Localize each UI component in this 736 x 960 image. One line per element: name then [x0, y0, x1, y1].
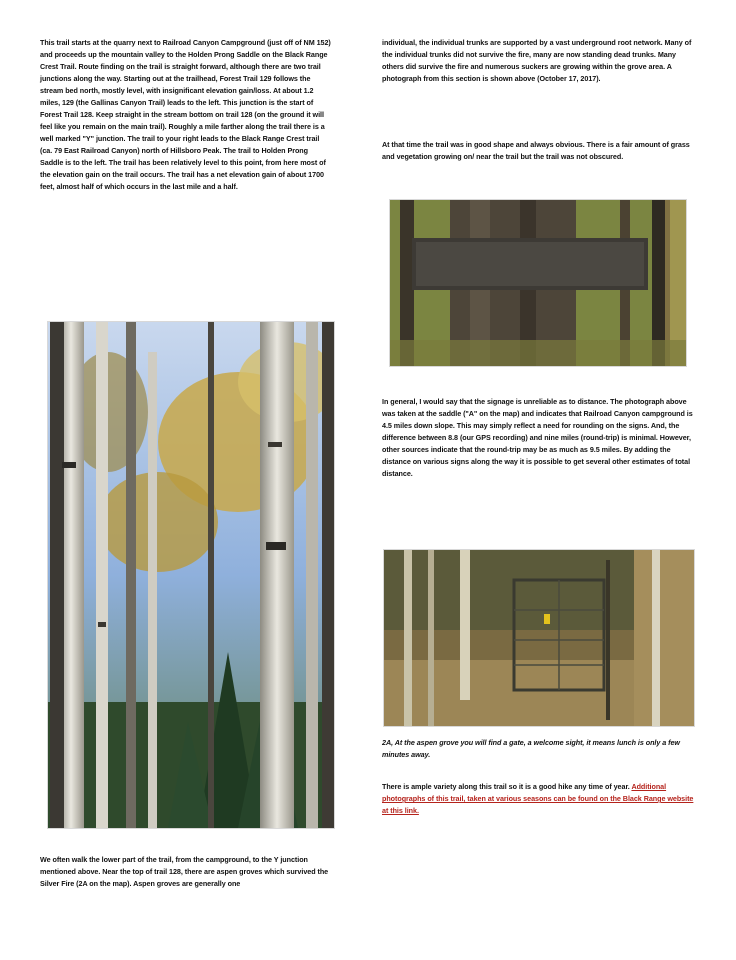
aspen-grove-photo: [48, 322, 334, 828]
trail-condition-paragraph: At that time the trail was in good shape and always obvious. There is a fair amount of grass and vegetation growing on/ near the trail but the trail was not obscured.: [382, 140, 690, 161]
additional-photos-link[interactable]: Additional photographs of this trail, taken at various seasons can be found on the Black Range website at this link.: [382, 782, 694, 815]
closing-paragraph: [382, 781, 694, 817]
aspen-grove-gate-photo: [384, 550, 694, 726]
gate-photo-caption: 2A, At the aspen grove you will find a gate, a welcome sight, it means lunch is only a few minutes away.: [382, 738, 680, 759]
intro-paragraph: This trail starts at the quarry next to Railroad Canyon Campground (just off of NM 152) and proceeds up the mountain valley to the Holden Prong Saddle on the Black Range Crest Trail. Route finding on the trail is straight forward, although there are two trail junctions along the way. Starting out at the trailhead, Forest Trail 129 follows the stream bed north, mostly level, with insignificant elevation gain/loss. At about 1.2 miles, 129 (the Gallinas Canyon Trail) leads to the left. This junction is the start of Forest Trail 128. Keep straight in the stream bottom on trail 128 (on the ground it will feel like you remain on the main trail). Roughly a mile farther along the trail there is a well marked "Y" junction. The trail to your right leads to the Black Range Crest trail (ca. 79 East Railroad Canyon) north of Hillsboro Peak. The trail to Holden Prong Saddle is to the left. The trail has been relatively level to this point, from here most of the elevation gain on the trail occurs. The trail has a net elevation gain of about 1700 feet, almost half of which occurs in the last mile and a half.: [40, 38, 331, 191]
lower-paragraph: We often walk the lower part of the trail, from the campground, to the Y junction mentioned above. Near the top of trail 128, there are aspen groves which survived the Silver Fire (2A on the map). Aspen groves are generally one: [40, 855, 329, 888]
continuation-paragraph: individual, the individual trunks are supported by a vast underground root network. Many of the individual trunks did not survive the fire, many are now standing dead trunks. Many others did survive the fire and numerous suckers are growing within the grove area. A photograph from this section is shown above (October 17, 2017).: [382, 38, 692, 83]
saddle-sign-photo: [390, 200, 686, 366]
closing-text: There is ample variety along this trail so it is a good hike any time of year.: [382, 782, 630, 791]
signage-paragraph: In general, I would say that the signage is unreliable as to distance. The photograph above was taken at the saddle ("A" on the map) and indicates that Railroad Canyon campground is 4.5 miles down slope. This may simply reflect a need for rounding on the signs. And, the difference between 8.8 (our GPS recording) and nine miles (round-trip) is minimal. However, other sources indicate that the round-trip may be as much as 9.5 miles. By adding the distance on various signs along the way it is possible to get several other estimates of total distance.: [382, 397, 693, 478]
